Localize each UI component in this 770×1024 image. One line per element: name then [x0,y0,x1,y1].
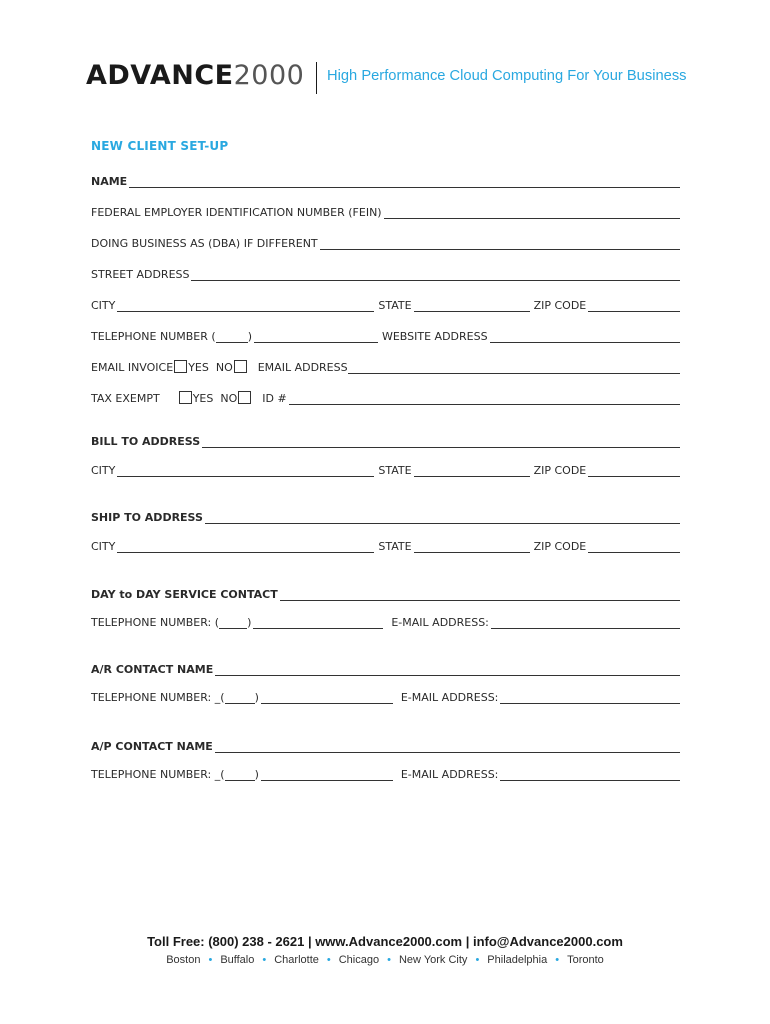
tax-exempt-no-checkbox[interactable] [238,391,251,404]
zip-label: ZIP CODE [533,299,587,312]
city-buffalo: Buffalo [220,954,255,966]
telephone-paren: ) [247,330,252,343]
bill-city-field[interactable] [117,465,374,477]
email-invoice-row [91,358,680,374]
ap-contact-field[interactable] [215,741,680,753]
city-label: CITY [91,299,116,312]
email-invoice-yes-checkbox[interactable] [174,360,187,373]
city-field[interactable] [117,300,374,312]
tax-exempt-row [91,389,680,405]
city-charlotte: Charlotte [274,954,319,966]
city-toronto: Toronto [567,954,604,966]
bullet-icon: • [208,954,213,966]
footer-contact: Toll Free: (800) 238 - 2621 | www.Advance2000.com | info@Advance2000.com [147,934,623,949]
street-field[interactable] [191,269,680,281]
fein-field[interactable] [384,207,680,219]
bill-zip-field[interactable] [588,465,680,477]
telephone-field[interactable] [254,331,378,343]
ap-phone-label: TELEPHONE NUMBER: _( [91,768,225,781]
ship-city-state-zip-row [91,537,680,553]
ar-email-label: E-MAIL ADDRESS: [400,691,499,704]
zip-field[interactable] [588,300,680,312]
day-contact-field[interactable] [280,589,680,601]
city-philadelphia: Philadelphia [487,954,548,966]
day-phone-paren: ) [247,616,252,629]
street-row [91,265,680,281]
ship-state-field[interactable] [414,541,530,553]
ar-contact-phone-row [91,688,680,704]
bullet-icon: • [262,954,267,966]
email-invoice-yes-label: YES [188,361,209,374]
fein-row [91,203,680,219]
bill-city-state-zip-row [91,461,680,477]
name-row [91,172,680,188]
bill-to-label: BILL TO ADDRESS [91,435,201,448]
state-field[interactable] [414,300,530,312]
ar-contact-row [91,660,680,676]
tax-exempt-yes-label: YES [192,392,214,405]
tax-exempt-no-label: NO [220,392,238,405]
ship-zip-field[interactable] [588,541,680,553]
bill-state-label: STATE [378,464,412,477]
tax-id-label: ID # [262,392,287,405]
bill-state-field[interactable] [414,465,530,477]
bill-city-label: CITY [91,464,116,477]
email-invoice-no-label: NO [215,361,233,374]
email-invoice-no-checkbox[interactable] [234,360,247,373]
email-invoice-label: EMAIL INVOICE [91,361,174,374]
ship-zip-label: ZIP CODE [533,540,587,553]
logo-divider [316,62,317,94]
name-field[interactable] [129,176,680,188]
tax-id-field[interactable] [289,393,680,405]
tax-exempt-yes-checkbox[interactable] [179,391,192,404]
logo-wordmark: ADVANCE [86,60,234,91]
ap-contact-label: A/P CONTACT NAME [91,740,213,753]
bill-to-field[interactable] [202,436,680,448]
city-new-york: New York City [398,954,468,966]
ap-email-label: E-MAIL ADDRESS: [400,768,499,781]
ap-phone-field[interactable] [261,769,393,781]
telephone-website-row [91,327,680,343]
ar-area-code-field[interactable] [225,692,255,704]
tax-exempt-label: TAX EXEMPT [91,392,160,405]
ship-state-label: STATE [378,540,412,553]
ship-to-label: SHIP TO ADDRESS [91,511,203,524]
tagline: High Performance Cloud Computing For Your Business [327,67,687,84]
day-email-label: E-MAIL ADDRESS: [391,616,489,629]
ship-to-row [91,508,680,524]
bullet-icon: • [555,954,560,966]
company-logo [86,60,304,91]
dba-row [91,234,680,250]
day-phone-field[interactable] [253,617,383,629]
website-field[interactable] [490,331,680,343]
form-title: NEW CLIENT SET-UP [91,139,229,153]
area-code-field[interactable] [216,331,248,343]
ap-contact-phone-row [91,765,680,781]
day-contact-label: DAY to DAY SERVICE CONTACT [91,588,278,601]
ap-phone-paren: ) [254,768,259,781]
dba-label: DOING BUSINESS AS (DBA) IF DIFFERENT [91,237,318,250]
ar-phone-field[interactable] [261,692,393,704]
ap-email-field[interactable] [500,769,680,781]
email-address-label: EMAIL ADDRESS [257,361,348,374]
ap-area-code-field[interactable] [225,769,255,781]
street-label: STREET ADDRESS [91,268,190,281]
fein-label: FEDERAL EMPLOYER IDENTIFICATION NUMBER (FEIN) [91,206,382,219]
ar-phone-label: TELEPHONE NUMBER: _( [91,691,225,704]
bullet-icon: • [387,954,391,966]
name-label: NAME [91,175,128,188]
bullet-icon: • [475,954,480,966]
city-state-zip-row [91,296,680,312]
ar-email-field[interactable] [500,692,680,704]
city-boston: Boston [166,954,201,966]
bill-zip-label: ZIP CODE [533,464,587,477]
footer-cities [0,954,770,966]
logo-number: 2000 [233,60,305,91]
day-email-field[interactable] [491,617,680,629]
dba-field[interactable] [320,238,680,250]
day-area-code-field[interactable] [219,617,247,629]
ship-city-field[interactable] [117,541,374,553]
day-phone-label: TELEPHONE NUMBER: ( [91,616,220,629]
ar-contact-field[interactable] [215,664,680,676]
bullet-icon: • [326,954,331,966]
ap-contact-row [91,737,680,753]
website-label: WEBSITE ADDRESS [381,330,488,343]
ship-city-label: CITY [91,540,116,553]
state-label: STATE [378,299,412,312]
day-contact-row [91,585,680,601]
city-chicago: Chicago [338,954,380,966]
ar-contact-label: A/R CONTACT NAME [91,663,214,676]
bill-to-row [91,432,680,448]
ship-to-field[interactable] [205,512,680,524]
telephone-label: TELEPHONE NUMBER ( [91,330,216,343]
email-address-field[interactable] [348,362,680,374]
ar-phone-paren: ) [254,691,259,704]
day-contact-phone-row [91,613,680,629]
